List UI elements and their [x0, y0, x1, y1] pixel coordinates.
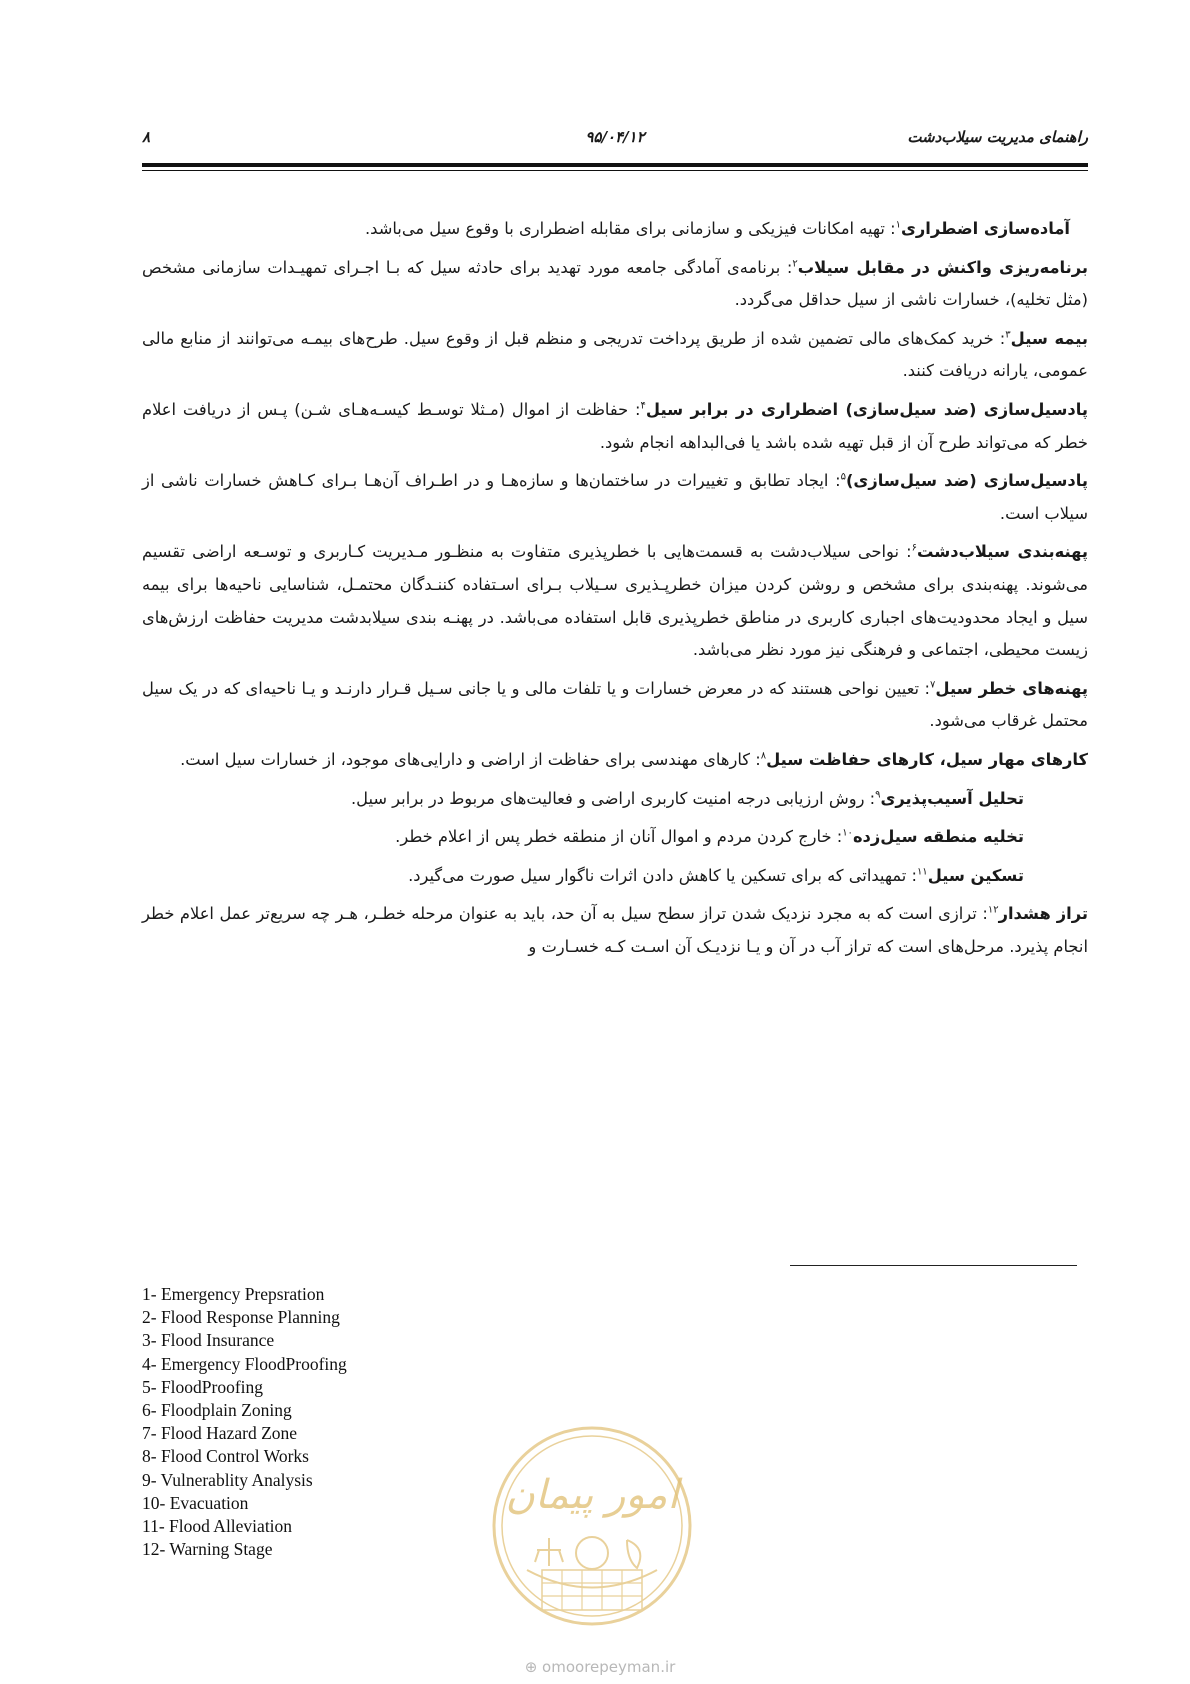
definition-paragraph	[142, 783, 1088, 816]
definition-term: تخلیه منطقه سیل‌زده	[852, 827, 1024, 847]
header-title: راهنمای مدیریت سیلاب‌دشت	[907, 128, 1088, 146]
watermark-url: ⊕ omoorepeyman.ir	[524, 1658, 676, 1676]
footnote-item: 8- Flood Control Works	[142, 1446, 309, 1467]
footnote-ref: ۹	[875, 789, 881, 801]
footnote-item: 5- FloodProofing	[142, 1376, 264, 1397]
definition-text: : برنامه‌ی آمادگی جامعه مورد تهدید برای حادثه سیل که بـا اجـرای تمهیـدات سازمانی مشخص (مثل تخلیه)، خسارات ناشی از سیل حداقل می‌گردد.	[142, 257, 1088, 310]
footnote-ref: ۸	[760, 750, 767, 762]
footnote-item: 12- Warning Stage	[142, 1539, 273, 1560]
definition-text: : خارج کردن مردم و اموال آنان از منطقه خطر پس از اعلام خطر.	[395, 827, 843, 847]
footnote-item: 10- Evacuation	[142, 1492, 249, 1513]
watermark-logo-icon	[487, 1420, 697, 1632]
definition-text: : تمهیداتی که برای تسکین یا کاهش دادن اثرات ناگوار سیل صورت می‌گیرد.	[408, 865, 917, 885]
definition-term: تسکین سیل	[927, 865, 1024, 885]
definition-text: : حفاظت از اموال (مـثلا توسـط کیسـه‌هـای شـن) پـس از دریافت اعلام خطر که می‌تواند طرح آن از قبل تهیه شده باشد یا فی‌البداهه انجام شود.	[142, 399, 1088, 452]
footnote-item: 3- Flood Insurance	[142, 1330, 275, 1351]
footnote-ref: ۱۲	[987, 904, 999, 916]
definition-paragraph	[142, 821, 1088, 854]
definition-paragraph	[142, 744, 1088, 777]
footnote-ref: ۶	[911, 542, 917, 554]
footnote-item: 7- Flood Hazard Zone	[142, 1423, 298, 1444]
document-body	[142, 213, 1088, 969]
header-date: ۹۵/۰۴/۱۲	[585, 128, 645, 146]
footnote-item: 1- Emergency Prepsration	[142, 1284, 325, 1304]
definition-term: کارهای مهار سیل، کارهای حفاظت سیل	[766, 749, 1088, 769]
definition-text: : خرید کمک‌های مالی تضمین شده از طریق پرداخت تدریجی و منظم قبل از وقوع سیل. طرح‌های بیمـه می‌توانند از منابع مالی عمومی، یارانه دریافت کنند.	[142, 328, 1088, 381]
definition-text: : کارهای مهندسی برای حفاظت از اراضی و دارایی‌های موجود، از خسارات سیل است.	[180, 749, 761, 769]
definition-text: : روش ارزیابی درجه امنیت کاربری اراضی و فعالیت‌های مربوط در برابر سیل.	[350, 788, 876, 808]
definition-paragraph	[142, 323, 1088, 388]
definition-text: : ایجاد تطابق و تغییرات در ساختمان‌ها و سازه‌هـا و در اطـراف آن‌هـا بـرای کـاهش خسارات ناشی از سیلاب است.	[142, 471, 1088, 523]
header-rule-thin	[142, 170, 1088, 171]
definition-paragraph	[142, 860, 1088, 893]
footnote-item: 2- Flood Response Planning	[142, 1307, 340, 1328]
definition-text: : تعیین نواحی هستند که در معرض خسارات و یا تلفات مالی و یا جانی سـیل قـرار دارنـد و یـا ناحیه‌ای که در یک سیل محتمل غرقاب می‌شود.	[142, 678, 1088, 731]
definition-paragraph	[142, 673, 1088, 738]
footnote-ref: ۱۰	[842, 827, 853, 839]
footnote-item: 6- Floodplain Zoning	[142, 1400, 292, 1421]
watermark-url-text: omoorepeyman.ir	[542, 1658, 676, 1676]
header-rule-thick	[142, 163, 1088, 167]
footnote-ref: ۴	[640, 400, 646, 412]
footnote-ref: ۷	[930, 679, 936, 691]
definition-term: پادسیل‌سازی (ضد سیل‌سازی) اضطراری در برابر سیل	[645, 399, 1088, 419]
definition-term: پهنه‌های خطر سیل	[935, 678, 1088, 698]
definition-paragraph	[142, 394, 1088, 459]
footnote-ref: ۵	[840, 471, 846, 483]
definition-term: آماده‌سازی اضطراری	[900, 219, 1070, 238]
footnote-separator	[790, 1265, 1077, 1266]
definition-paragraph	[142, 252, 1088, 317]
definition-text: : ترازی است که به مجرد نزدیک شدن تراز سطح سیل به آن حد، باید به عنوان مرحله خطـر، هـر چه سریع‌تر عمل اعلام خطر انجام پذیرد. مرحل‌های است که تراز آب در آن و یـا نزدیـک آن اسـت کـه خسـارت و	[142, 904, 1088, 956]
footnote-ref: ۳	[1005, 329, 1011, 341]
page-number: ۸	[142, 128, 151, 146]
definition-paragraph	[142, 213, 1088, 246]
footnote-ref: ۱۱	[916, 866, 928, 878]
definition-term: تحلیل آسیب‌پذیری	[880, 788, 1024, 808]
footnote-ref: ۱	[895, 219, 901, 231]
definition-term: پهنه‌بندی سیلاب‌دشت	[916, 542, 1088, 562]
definition-term: تراز هشدار	[998, 904, 1088, 924]
footnote-item: 9- Vulnerablity Analysis	[142, 1469, 313, 1490]
footnote-item: 4- Emergency FloodProofing	[142, 1353, 347, 1374]
definition-term: پادسیل‌سازی (ضد سیل‌سازی)	[845, 471, 1088, 491]
watermark-logo-text: امور پیمان	[505, 1472, 679, 1518]
definition-paragraph	[142, 536, 1088, 666]
definition-term: برنامه‌ریزی واکنش در مقابل سیلاب	[797, 257, 1088, 277]
footnote-ref: ۲	[792, 258, 798, 270]
page-header	[142, 128, 1088, 150]
definition-paragraph	[142, 465, 1088, 530]
footnote-item: 11- Flood Alleviation	[142, 1516, 293, 1537]
definition-text: : نواحی سیلاب‌دشت به قسمت‌هایی با خطرپذیری متفاوت به منظـور مـدیریت کـاربری و توسـعه اراضی تقسیم می‌شوند. پهنه‌بندی برای مشخص و روشن کردن میزان خطرپـذیری سـیلاب بـرای اسـتفاده کننـدگان محتمـل، شناسایی ناحیه‌ها برای بیمه سیل و ایجاد محدودیت‌های اجباری کاربری در مناطق خطرپذیری قابل استفاده می‌باشد. در پهنـه بندی سیلابدشت مدیریت حفاظت ارزش‌های زیست محیطی، اجتماعی و فرهنگی نیز مورد نظر می‌باشد.	[142, 542, 1088, 660]
definition-term: بیمه سیل	[1010, 328, 1088, 348]
definition-text: : تهیه امکانات فیزیکی و سازمانی برای مقابله اضطراری با وقوع سیل می‌باشد.	[364, 219, 896, 238]
definition-paragraph	[142, 898, 1088, 963]
